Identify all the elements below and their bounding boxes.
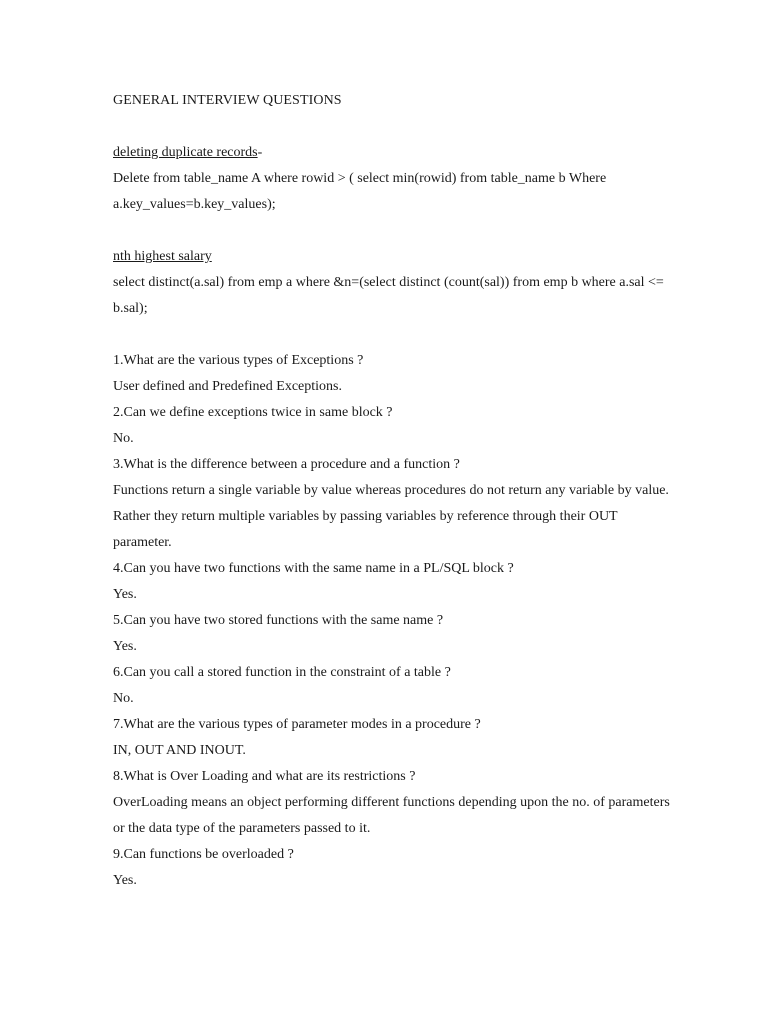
answer: IN, OUT AND INOUT. bbox=[113, 743, 246, 758]
document-page bbox=[113, 88, 673, 894]
section-body: select distinct(a.sal) from emp a where &n=(select distinct (count(sal)) from emp b where a.sal <= b.sal); bbox=[113, 275, 664, 316]
section-body: Delete from table_name A where rowid > ( select min(rowid) from table_name b Where a.key_values=b.key_values); bbox=[113, 171, 607, 212]
answer: Yes. bbox=[113, 873, 137, 888]
question: 9.Can functions be overloaded ? bbox=[113, 847, 294, 862]
question: 4.Can you have two functions with the same name in a PL/SQL block ? bbox=[113, 561, 514, 576]
qa-list bbox=[113, 348, 673, 894]
section-heading-text: deleting duplicate records bbox=[113, 145, 258, 160]
section-nth-highest-salary bbox=[113, 244, 673, 322]
question: 2.Can we define exceptions twice in same block ? bbox=[113, 405, 393, 420]
question: 8.What is Over Loading and what are its restrictions ? bbox=[113, 769, 416, 784]
answer: OverLoading means an object performing different functions depending upon the no. of parameters or the data type of the parameters passed to it. bbox=[113, 795, 670, 836]
question: 3.What is the difference between a procedure and a function ? bbox=[113, 457, 460, 472]
question: 6.Can you call a stored function in the constraint of a table ? bbox=[113, 665, 451, 680]
answer: User defined and Predefined Exceptions. bbox=[113, 379, 342, 394]
question: 1.What are the various types of Exceptions ? bbox=[113, 353, 364, 368]
answer: Yes. bbox=[113, 587, 137, 602]
page-title: GENERAL INTERVIEW QUESTIONS bbox=[113, 93, 342, 108]
section-heading bbox=[113, 140, 673, 166]
section-heading-text: nth highest salary bbox=[113, 249, 212, 264]
question: 5.Can you have two stored functions with the same name ? bbox=[113, 613, 444, 628]
answer: Yes. bbox=[113, 639, 137, 654]
answer: Functions return a single variable by value whereas procedures do not return any variable by value. Rather they return multiple variables by passing variables by reference through their OUT parameter. bbox=[113, 483, 669, 550]
question: 7.What are the various types of parameter modes in a procedure ? bbox=[113, 717, 481, 732]
section-heading bbox=[113, 244, 673, 270]
section-heading-suffix: - bbox=[257, 145, 263, 160]
section-deleting-duplicates bbox=[113, 140, 673, 218]
answer: No. bbox=[113, 691, 134, 706]
answer: No. bbox=[113, 431, 134, 446]
spacer bbox=[113, 322, 673, 348]
spacer bbox=[113, 114, 673, 140]
spacer bbox=[113, 218, 673, 244]
